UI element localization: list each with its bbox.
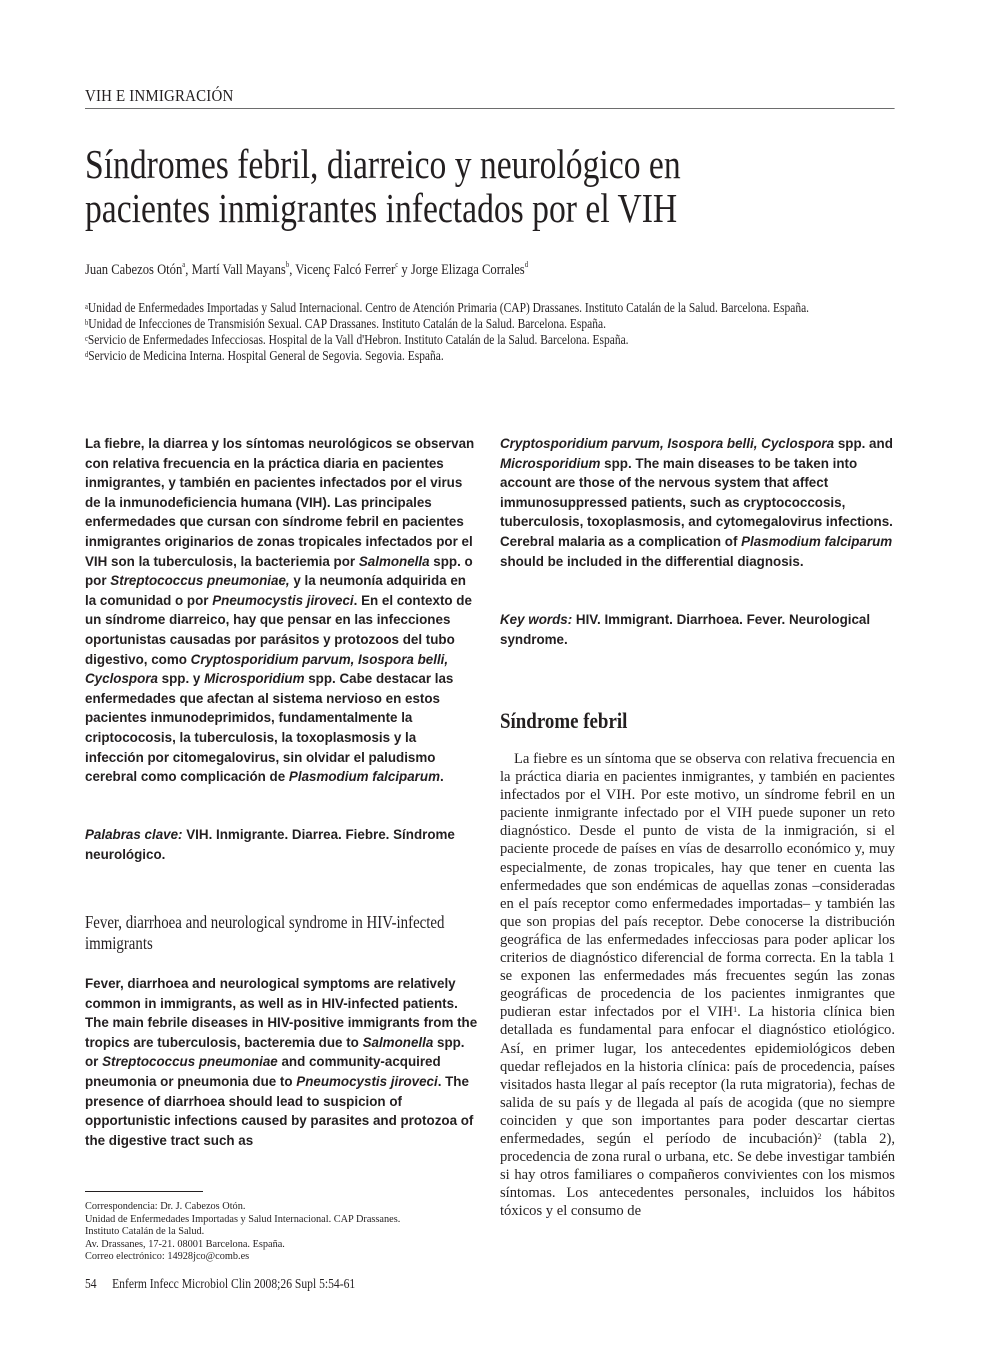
abstract-english: Fever, diarrhoea and neurological symptoms are relatively common in immigrants, as well as in HIV-infected patients. The main febrile diseases in HIV-positive immigrants from the tropics are tuberculosis, bacteremia due to Salmonella spp. or Streptococcus pneumoniae and community-acquired pneumonia or pneumonia due to Pneumocystis jiroveci. The presence of diarrhoea should lead to suspicion of opportunistic infections caused by parasites and protozoa of the digestive tract such as (85, 976, 478, 1148)
section-label: VIH E INMIGRACIÓN (85, 86, 895, 109)
author-affil-mark: d (524, 260, 529, 269)
affiliation (85, 301, 905, 317)
correspondence-line: Unidad de Enfermedades Importadas y Salud Internacional. CAP Drassanes. (85, 1213, 401, 1225)
author-name: Jorge Elizaga Corrales (410, 262, 525, 278)
correspondence-line: Correspondencia: Dr. J. Cabezos Otón. (85, 1201, 246, 1212)
footnote-divider (85, 1191, 203, 1192)
article-title: Síndromes febril, diarreico y neurológico en pacientes inmigrantes infectados por el VIH (85, 141, 681, 231)
correspondence-note (85, 1201, 565, 1264)
author-list: Juan Cabezos Otón$^a$, Martí Vall Mayans$^b$, Vicenç Falcó Ferrer$^c$ y Jorge Elizaga Corrales$^d$ (85, 260, 529, 278)
affil-text: Unidad de Infecciones de Transmisión Sexual. CAP Drassanes. Instituto Catalán de la Salud. Barcelona. España. (88, 317, 606, 332)
citation-ref: 2 (817, 1131, 822, 1141)
affil-mark: b (85, 318, 89, 327)
correspondence-line: Instituto Catalán de la Salud. (85, 1226, 205, 1237)
citation-ref: 1 (733, 1005, 738, 1015)
keywords-text: VIH. Inmigrante. Diarrea. Fiebre. Síndrome neurológico. (85, 827, 455, 862)
author-affil-mark: c (395, 260, 399, 269)
affil-text: Servicio de Enfermedades Infecciosas. Hospital de la Vall d'Hebron. Instituto Catalán de la Salud. Barcelona. España. (87, 333, 629, 348)
keywords-spanish (85, 825, 478, 864)
keywords-label: Palabras clave: (85, 827, 183, 842)
affil-text: Servicio de Medicina Interna. Hospital General de Segovia. Segovia. España. (88, 349, 444, 364)
english-title: Fever, diarrhoea and neurological syndrome in HIV-infected immigrants (85, 912, 445, 953)
affil-mark: c (85, 334, 88, 343)
keywords-label: Key words: (500, 612, 573, 627)
keywords-english (500, 610, 893, 649)
keywords-text: HIV. Immigrant. Diarrhoea. Fever. Neurological syndrome. (500, 612, 871, 647)
correspondence-line: Av. Drassanes, 17-21. 08001 Barcelona. España. (85, 1238, 285, 1250)
affil-mark: d (85, 350, 89, 359)
affiliation (85, 349, 905, 365)
abstract-english-continued: Cryptosporidium parvum, Isospora belli, Cyclospora spp. and Microsporidium spp. The main diseases to be taken into account are those of the nervous system that affect immunosuppressed patients, such as cryptococcosis, tuberculosis, toxoplasmosis, and cytomegalovirus infections. Cerebral malaria as a complication of Plasmodium falciparum should be included in the differential diagnosis. (500, 436, 893, 569)
page-footer (85, 1276, 355, 1292)
abstract-spanish: La fiebre, la diarrea y los síntomas neurológicos se observan con relativa frecuencia en la práctica diaria en pacientes inmigrantes, y también en pacientes infectados por el virus de la inmunodeficiencia humana (VIH). Las principales enfermedades que cursan con síndrome febril en pacientes inmigrantes originarios de zonas tropicales infectados por el VIH son la tuberculosis, la bacteriemia por Salmonella spp. o por Streptococcus pneumoniae, y la neumonía adquirida en la comunidad o por Pneumocystis jiroveci. En el contexto de un síndrome diarreico, hay que pensar en las infecciones oportunistas causadas por parásitos y protozoos del tubo digestivo, como Cryptosporidium parvum, Isospora belli, Cyclospora spp. y Microsporidium spp. Cabe destacar las enfermedades que afectan al sistema nervioso en estos pacientes inmunodeprimidos, fundamentalmente la criptococosis, la tuberculosis, la toxoplasmosis y la infección por citomegalovirus, sin olvidar el paludismo cerebral como complicación de Plasmodium falciparum. (85, 436, 475, 785)
author-affil-mark: b (285, 260, 290, 269)
affiliation (85, 333, 905, 349)
body-paragraph: La fiebre es un síntoma que se observa con relativa frecuencia en la práctica diaria en pacientes inmigrantes, y también en pacientes infectados por el VIH. Por este motivo, un síndrome febril en un paciente inmigrante infectado por el VIH puede suponer un reto diagnóstico. Desde el punto de vista de la inmigración, si el paciente procede de países en vías de desarrollo económico y, muy especialmente, de zonas tropicales, hay que tener en cuenta las enfermedades que son endémicas de aquellas zonas –consideradas en el país receptor como enfermedades importadas– y también las que son propias del país receptor. Debe conocerse la distribución geográfica de las enfermedades infecciosas para poder aplicar los criterios de diagnóstico diferencial de forma correcta. En la tabla 1 se exponen las enfermedades más frecuentes según las zonas geográficas de procedencia de los pacientes inmigrantes que pudieran estar infectados por el VIH$^1$. La historia clínica bien detallada es fundamental para enfocar el diagnóstico etiológico. Así, en primer lugar, los antecedentes epidemiológicos deben quedar reflejados en la historia clínica: país de procedencia, países visitados hasta llegar al país receptor (la ruta migratoria), fechas de salida de su país y de llegada al país de acogida (que no siempre coinciden y que son importantes para poder descartar ciertas enfermedades, según el período de incubación)$^2$ (tabla 2), procedencia de zona rural o urbana, etc. Se debe investigar también si hay otros familiares o compañeros convivientes con los mismos síntomas. Los antecedentes personales, incluidos los hábitos tóxicos y el consumo de (500, 751, 895, 1220)
author-affil-mark: a (182, 260, 186, 269)
author-name: Martí Vall Mayans (191, 262, 286, 278)
affiliation (85, 317, 905, 333)
author-name: Juan Cabezos Otón (85, 262, 183, 278)
section-heading: Síndrome febril (500, 708, 628, 733)
correspondence-line: Correo electrónico: 14928jco@comb.es (85, 1251, 250, 1262)
author-conjunction: y (398, 262, 411, 278)
affil-mark: a (85, 302, 88, 311)
page-number: 54 (85, 1276, 97, 1291)
affiliation-list (85, 301, 905, 365)
affil-text: Unidad de Enfermedades Importadas y Salud Internacional. Centro de Atención Primaria (CAP) Drassanes. Instituto Catalán de la Salud. Barcelona. España. (87, 301, 810, 316)
journal-citation: Enferm Infecc Microbiol Clin 2008;26 Supl 5:54-61 (112, 1276, 356, 1291)
author-name: Vicenç Falcó Ferrer (295, 262, 396, 278)
